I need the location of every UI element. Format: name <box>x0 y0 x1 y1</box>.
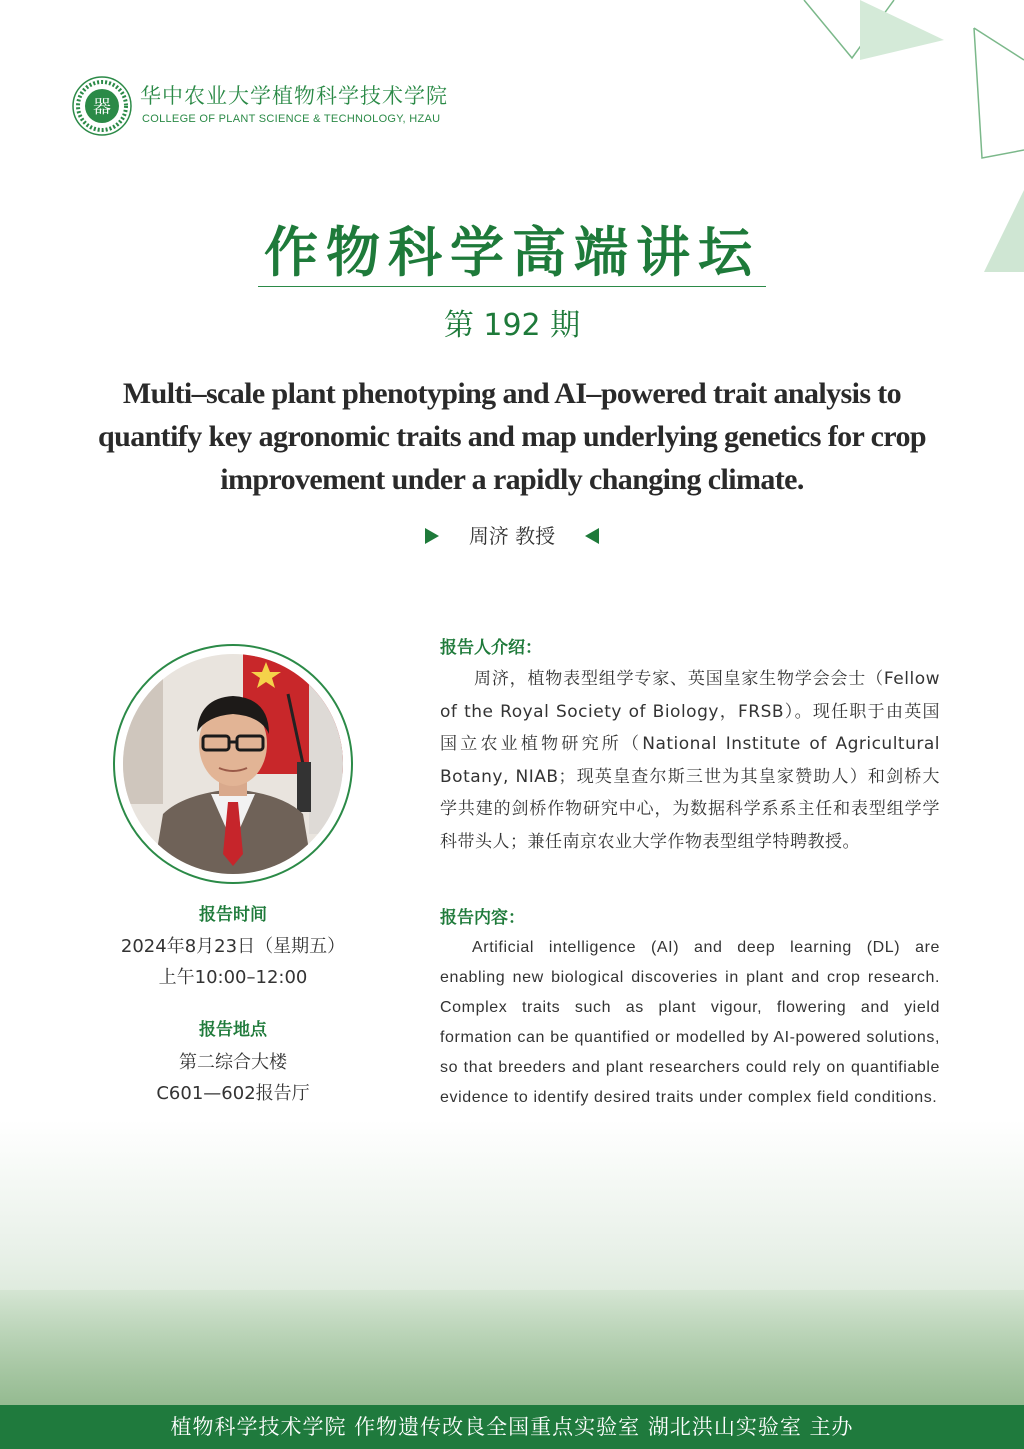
location-building: 第二综合大楼 <box>179 1052 287 1073</box>
location-room: C601—602报告厅 <box>156 1083 310 1104</box>
speaker-portrait-illustration <box>123 654 343 874</box>
time-hours: 上午10:00–12:00 <box>158 967 308 988</box>
speaker-photo <box>123 654 343 874</box>
college-logo <box>72 76 132 136</box>
tree-line-background <box>0 1290 1024 1405</box>
speaker-row <box>0 520 1024 549</box>
organizer-footer: 植物科学技术学院 作物遗传改良全国重点实验室 湖北洪山实验室 主办 <box>0 1405 1024 1449</box>
bio-heading: 报告人介绍： <box>440 638 542 658</box>
location-label: 报告地点 <box>199 1020 267 1040</box>
talk-title: Multi–scale plant phenotyping and AI–powered trait analysis to quantify key agronomic traits and map underlying genetics for crop improvement under a rapidly changing climate. <box>98 377 926 496</box>
time-label: 报告时间 <box>199 905 267 925</box>
bio-text: 周济，植物表型组学专家、英国皇家生物学会会士（Fellow of the Royal Society of Biology，FRSB）。现任职于由英国国立农业植物研究所（National Institute of Agricultural Botany, NIAB；现英皇查尔斯三世为其皇家赞助人）和剑桥大学共建的剑桥作物研究中心，为数据科学系系主任和表型组学学科带头人；兼任南京农业大学作物表型组学特聘教授。 <box>440 669 940 852</box>
triangle-left-icon <box>585 528 599 544</box>
issue-number: 第 192 期 <box>443 308 581 343</box>
abstract-heading: 报告内容： <box>440 908 525 928</box>
forum-title: 作物科学高端讲坛 <box>264 220 760 284</box>
title-divider <box>258 286 766 287</box>
time-date: 2024年8月23日（星期五） <box>120 936 346 957</box>
abstract-text: Artificial intelligence (AI) and deep learning (DL) are enabling new biological discoveries in plant and crop research. Complex traits such as plant vigour, flowering and yield formation can be quantified or modelled by AI-powered solutions, so that breeders and plant researchers could rely on quantifiable evidence to identify desired traits under complex field conditions. <box>440 939 940 1106</box>
college-name-cn: 华中农业大学植物科学技术学院 <box>140 84 448 108</box>
triangle-right-icon <box>425 528 439 544</box>
speaker-name: 周济 教授 <box>468 524 556 548</box>
logo-mark: 器 <box>93 97 111 118</box>
college-name-en: COLLEGE OF PLANT SCIENCE & TECHNOLOGY, HZAU <box>142 113 441 125</box>
